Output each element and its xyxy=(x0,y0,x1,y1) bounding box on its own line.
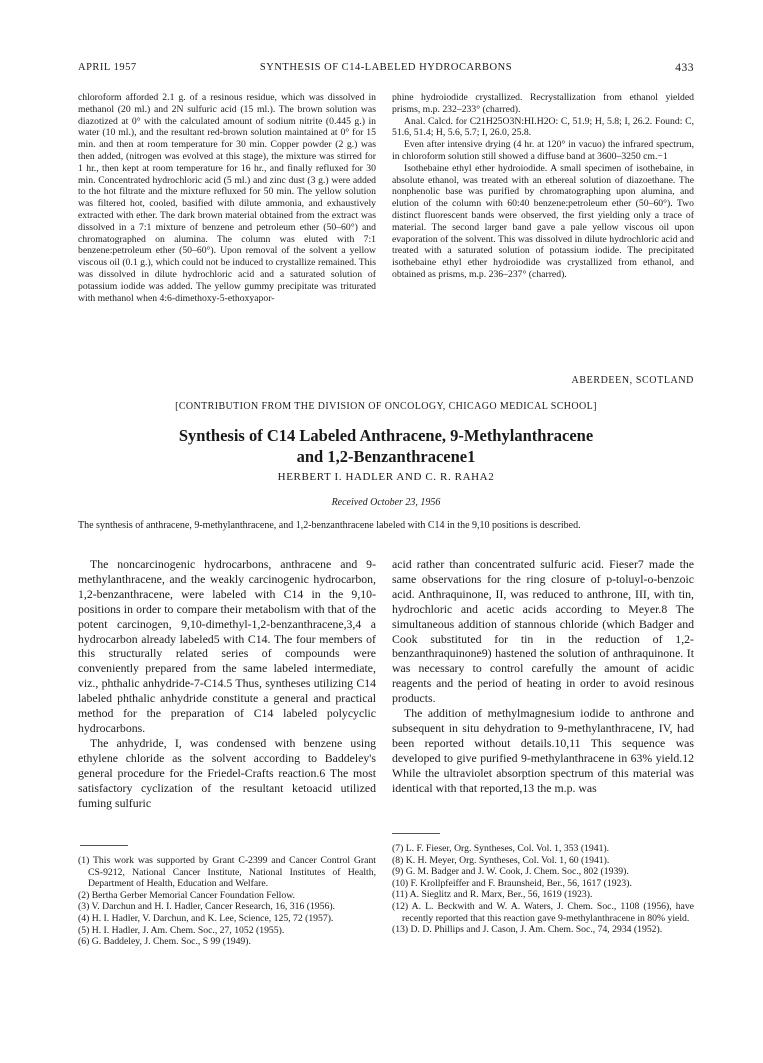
paragraph: acid rather than concentrated sulfuric acid. Fieser7 made the same observations for the ring closure of p-toluyl-o-benzoic acid. Anthraquinone, II, was reduced to anthrone, III, with tin, hydrochloric and acetic acids according to Meyer.8 The simultaneous addition of stannous chloride (which Badger and Cook substituted for tin in the reduction of 1,2-benzanthraquinone9) hastened the solution of anthraquinone. It was necessary to control carefully the amount of acidic reagents and the period of heating in order to avoid resinous products. xyxy=(392,557,694,706)
footnote: (7) L. F. Fieser, Org. Syntheses, Col. Vol. 1, 353 (1941). xyxy=(392,843,610,854)
header-date: APRIL 1957 xyxy=(78,62,137,73)
footnote: (10) F. Krollpfeiffer and F. Braunsheid, Ber., 56, 1617 (1923). xyxy=(392,877,632,889)
paragraph: The noncarcinogenic hydrocarbons, anthracene and 9-methylanthracene, and the weakly carcinogenic hydrocarbon, 1,2-benzanthracene, were labeled with C14 in the 9,10-positions in order to compare their metabolism with that of the potent carcinogen, 9,10-dimethyl-1,2-benzanthracene,3,4 a hydrocarbon already labeled5 with C14. The four members of this structurally related series of compounds were conveniently prepared from the same labeled intermediate, viz., phthalic anhydride-7-C14.5 Thus, syntheses utilizing C14 labeled phthalic anhydride constitute a general and practical method for the preparation of C14 labeled polycyclic hydrocarbons. xyxy=(78,557,376,735)
footnote: (8) K. H. Meyer, Org. Syntheses, Col. Vol. 1, 60 (1941). xyxy=(392,854,610,866)
footnote: (2) Bertha Gerber Memorial Cancer Foundation Fellow. xyxy=(78,889,296,901)
footnotes-right xyxy=(392,843,694,936)
footnote: (3) V. Darchun and H. I. Hadler, Cancer Research, 16, 316 (1956). xyxy=(78,901,335,913)
footnote: (5) H. I. Hadler, J. Am. Chem. Soc., 27, 1052 (1955). xyxy=(78,924,285,936)
paragraph: The anhydride, I, was condensed with benzene using ethylene chloride as the solvent according to Baddeley's general procedure for the Friedel-Crafts reaction.6 The most satisfactory cyclization of the resultant ketoacid utilized fuming sulfuric xyxy=(78,735,376,810)
paragraph: The addition of methylmagnesium iodide to anthrone and subsequent in situ dehydration to 9-methylanthracene, IV, had been reported without details.10,11 This sequence was developed to give purified 9-methylanthracene in 63% yield.12 While the ultraviolet absorption spectrum of this material was identical with that reported,13 the m.p. was xyxy=(392,706,694,795)
top-left-column xyxy=(78,92,376,304)
page-number: 433 xyxy=(675,62,694,74)
abstract: The synthesis of anthracene, 9-methylanthracene, and 1,2-benzanthracene labeled with C14 in the 9,10 positions is described. xyxy=(78,520,581,531)
affiliation-location: ABERDEEN, SCOTLAND xyxy=(571,375,694,386)
article-title xyxy=(78,425,694,467)
footnote-divider xyxy=(80,845,128,846)
footnote: (6) G. Baddeley, J. Chem. Soc., S 99 (1949). xyxy=(78,936,251,948)
footnote: (13) D. D. Phillips and J. Cason, J. Am. Chem. Soc., 74, 2934 (1952). xyxy=(392,924,663,936)
authors: HERBERT I. HADLER AND C. R. RAHA2 xyxy=(277,471,495,483)
top-right-column xyxy=(392,92,694,281)
paragraph: chloroform afforded 2.1 g. of a resinous residue, which was dissolved in methanol (20 ml.) and 2N sulfuric acid (15 ml.). The brown solution was diazotized at 0° with the calculated amount of sodium nitrite (0.445 g.) in water (10 ml.), and the resultant red-brown solution maintained at 0° for 15 min. and then at room temperature for 30 min. Copper powder (2 g.) was then added, (nitrogen was evolved at this stage), the mixture was stirred for 1 hr., then kept at room temperature for 16 hr., and finally refluxed for 30 min. Concentrated hydrochloric acid (5 ml.) and zinc dust (3 g.) were added to the hot filtrate and the mixture refluxed for 50 min. The yellow solution was filtered hot, cooled, basified with dilute ammonia, and exhaustively extracted with ether. The dark brown material obtained from the extract was dissolved in a 7:1 mixture of benzene and petroleum ether (50–60°) and chromatographed on alumina. The column was eluted with 7:1 benzene:petroleum ether (50–60°). Upon removal of the solvent a yellow viscous oil (0.1 g.), which could not be induced to crystallize remained. This was dissolved in dilute hydrochloric acid and a saturated solution of potassium iodide was added. The yellow gummy precipitate was triturated with methanol when 4:6-dimethoxy-5-ethoxyapor- xyxy=(78,92,376,304)
contribution-line: [CONTRIBUTION FROM THE DIVISION OF ONCOLOGY, CHICAGO MEDICAL SCHOOL] xyxy=(175,401,597,412)
title-line-1: Synthesis of C14 Labeled Anthracene, 9-Methylanthracene xyxy=(178,426,594,445)
footnote-divider xyxy=(392,833,440,834)
header-title: SYNTHESIS OF C14-LABELED HYDROCARBONS xyxy=(259,62,513,73)
running-header xyxy=(78,62,694,78)
footnote: (1) This work was supported by Grant C-2399 and Cancer Control Grant CS-9212, National Cancer Institute, National Institutes of Health, Department of Health, Education and Welfare. xyxy=(78,855,376,890)
body-left-column xyxy=(78,557,376,810)
footnote: (4) H. I. Hadler, V. Darchun, and K. Lee, Science, 125, 72 (1957). xyxy=(78,912,334,924)
paragraph: phine hydroiodide crystallized. Recrystallization from ethanol yielded prisms, m.p. 232–233° (charred). xyxy=(392,92,694,115)
title-line-2: and 1,2-Benzanthracene1 xyxy=(296,447,476,466)
paragraph-isothebaine: Isothebaine ethyl ether hydroiodide. A small specimen of isothebaine, in absolute ethanol, was treated with an ethereal solution of diazoethane. The nonphenolic base was purified by chromatographing upon alumina, and elution of the column with 60:40 benzene:petroleum ether (50–60°). Two distinct fluorescent bands were observed, the first yielding only a trace of material. The second larger band gave a pale yellow viscous oil upon evaporation of the solvent. This was dissolved in dilute hydrochloric acid and treated with a saturated solution of potassium iodide. The precipitated isothebaine ethyl ether hydroiodide was crystallized from ethanol, and obtained as prisms, m.p. 236–237° (charred). xyxy=(392,162,694,280)
received-date: Received October 23, 1956 xyxy=(331,497,441,508)
footnote: (9) G. M. Badger and J. W. Cook, J. Chem. Soc., 802 (1939). xyxy=(392,866,629,878)
paragraph: Even after intensive drying (4 hr. at 120° in vacuo) the infrared spectrum, in chloroform solution still showed a diffuse band at 3600–3250 cm.−1 xyxy=(392,139,694,162)
footnotes-left xyxy=(78,855,376,948)
body-right-column xyxy=(392,557,694,796)
footnote: (11) A. Sieglitz and R. Marx, Ber., 56, 1619 (1923). xyxy=(392,889,593,901)
footnote: (12) A. L. Beckwith and W. A. Waters, J. Chem. Soc., 1108 (1956), have recently reported that this reaction gave 9-methylanthracene in 80% yield. xyxy=(392,900,694,924)
paragraph-analysis: Anal. Calcd. for C21H25O3N:HI.H2O: C, 51.9; H, 5.8; I, 26.2. Found: C, 51.6, 51.4; H, 5.6, 5.7; I, 26.0, 25.8. xyxy=(392,115,694,139)
